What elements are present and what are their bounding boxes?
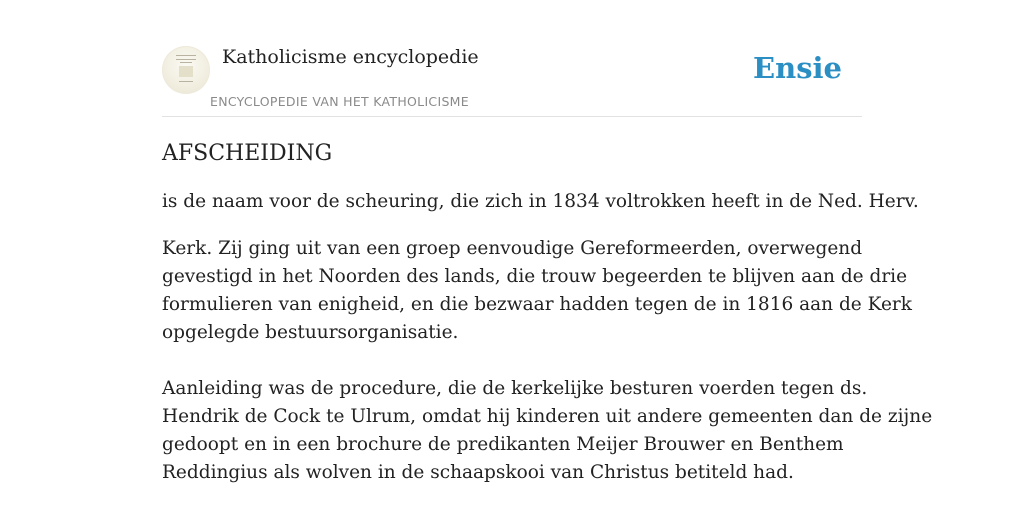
body-line: Hendrik de Cock te Ulrum, omdat hij kinderen uit andere gemeenten dan de zijne	[162, 406, 933, 427]
body-line: gedoopt en in een brochure de predikanten Meijer Brouwer en Benthem	[162, 434, 844, 455]
body-line: Aanleiding was de procedure, die de kerkelijke besturen voerden tegen ds.	[162, 378, 868, 399]
article	[162, 138, 933, 487]
ensie-logo-link[interactable]: Ensie	[753, 51, 842, 85]
encyclopedia-cover-thumbnail[interactable]	[162, 46, 210, 94]
body-line: gevestigd in het Noorden des lands, die trouw begeerden te blijven aan de drie	[162, 266, 908, 287]
article-lead: is de naam voor de scheuring, die zich in 1834 voltrokken heeft in de Ned. Herv.	[162, 191, 919, 212]
article-title: AFSCHEIDING	[162, 141, 333, 166]
body-line: Reddingius als wolven in de schaapskooi van Christus betiteld had.	[162, 462, 794, 483]
site-subtitle: ENCYCLOPEDIE VAN HET KATHOLICISME	[210, 94, 469, 109]
body-line: Kerk. Zij ging uit van een groep eenvoudige Gereformeerden, overwegend	[162, 238, 863, 259]
site-header	[162, 40, 862, 117]
site-title-link[interactable]: Katholicisme encyclopedie	[222, 46, 479, 68]
body-line: formulieren van enigheid, en die bezwaar hadden tegen de in 1816 aan de Kerk	[162, 294, 912, 315]
paragraph-gap	[162, 347, 862, 375]
body-line: opgelegde bestuursorganisatie.	[162, 322, 459, 343]
article-body	[162, 235, 933, 487]
